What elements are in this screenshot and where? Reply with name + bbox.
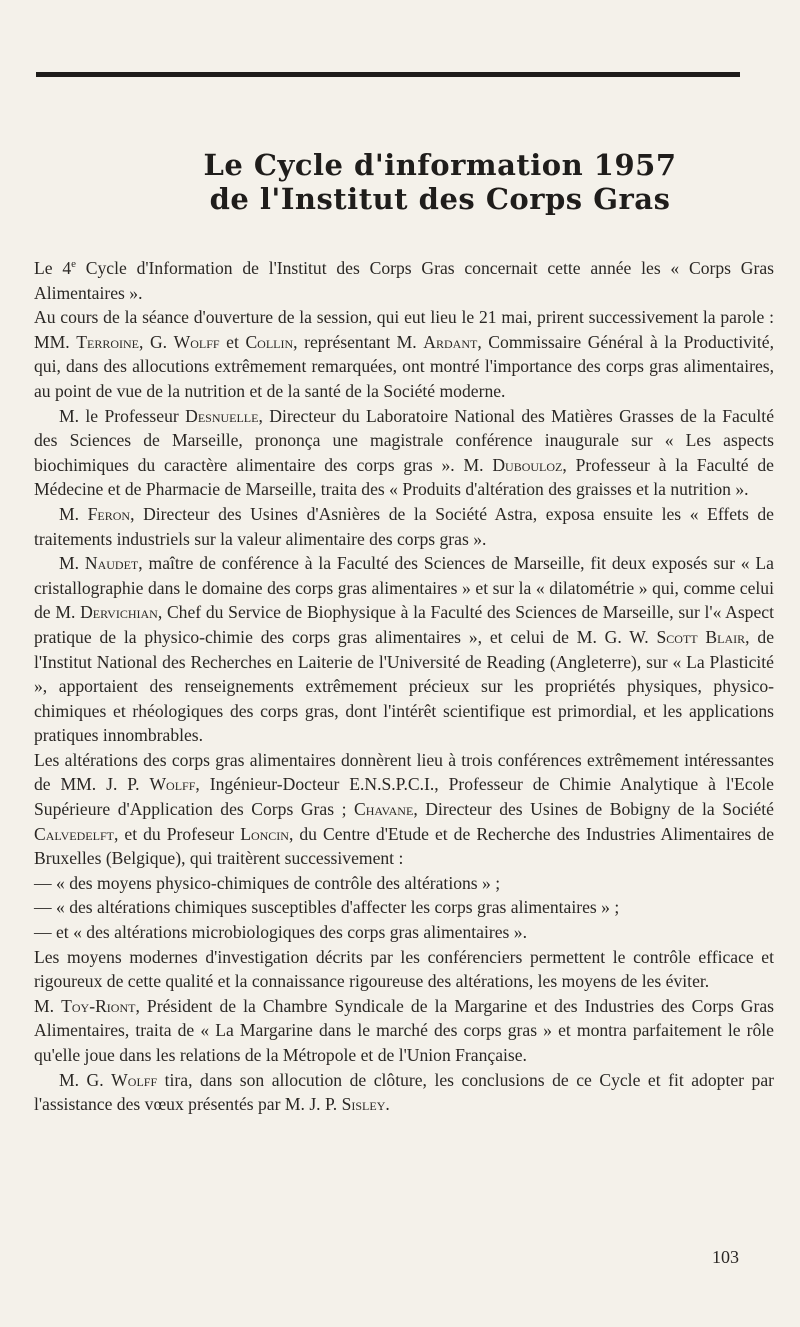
person-name: Sisley — [341, 1094, 386, 1115]
paragraph — [34, 748, 774, 871]
text-run: , Président de la Chambre Syndicale de la Margarine et des Industries des Corps Gras Alimentaires, traita de « La Margarine dans le marché des corps gras » et montra parfaitement le rôle qu'elle joue dans les relations de la Métropole et de l'Union Française. — [34, 995, 774, 1065]
person-name: Wolff — [149, 774, 196, 795]
article-body — [34, 256, 774, 1117]
text-run: M. — [59, 553, 85, 574]
text-run: . — [385, 1094, 390, 1115]
text-run: tira, dans son allocution de clôture, les conclusions de ce Cycle et fit adopter par l'assistance des vœux présentés par M. J. P. — [34, 1069, 774, 1115]
paragraph — [34, 502, 774, 551]
text-run: , Directeur des Usines de Bobigny de la Société — [413, 799, 774, 820]
paragraph — [34, 994, 774, 1068]
paragraph — [34, 256, 774, 305]
text-run: — et « des altérations microbiologiques des corps gras alimentaires ». — [34, 922, 527, 943]
text-run: e — [71, 258, 77, 271]
header-rule — [36, 72, 740, 77]
person-name: Loncin — [240, 823, 289, 844]
text-run: M. G. — [59, 1069, 112, 1090]
text-run: , Commissaire Général à la Productivité, qui, dans des allocutions extrêmement remarquées, ont montré l'importance des corps gras alimentaires, au point de vue de la nutrition et de la santé de la Société moderne. — [34, 331, 774, 401]
text-run: , maître de conférence à la Faculté des Sciences de Marseille, fit deux exposés sur « La cristallographie dans le domaine des corps gras alimentaires » et sur la « dilatométrie » qui, comme celui de M. — [34, 553, 774, 623]
person-name: Dervichian — [80, 602, 158, 623]
text-run: — « des moyens physico-chimiques de contrôle des altérations » ; — [34, 872, 501, 893]
text-run: , Professeur à la Faculté de Médecine et de Pharmacie de Marseille, traita des « Produits d'altération des graisses et la nutrition ». — [34, 454, 774, 500]
text-run: — « des altérations chimiques susceptibles d'affecter les corps gras alimentaires » ; — [34, 897, 620, 918]
title-line-1: Le Cycle d'information 1957 — [203, 148, 677, 182]
person-name: Wolff — [111, 1069, 158, 1090]
paragraph — [34, 551, 774, 748]
text-run: M. — [34, 995, 62, 1016]
text-run: , Directeur du Laboratoire National des Matières Grasses de la Faculté des Sciences de Marseille, prononça une magistrale conférence inaugurale sur « Les aspects biochimiques du caractère alimentaire des corps gras ». M. — [34, 405, 775, 475]
person-name: Chavane — [354, 799, 414, 820]
text-run: , du Centre d'Etude et de Recherche des Industries Alimentaires de Bruxelles (Belgique), qui traitèrent successivement : — [34, 823, 775, 869]
text-run: , Ingénieur-Docteur E.N.S.P.C.I., Professeur de Chimie Analytique à l'Ecole Supérieure d'Application des Corps Gras ; — [34, 774, 774, 820]
person-name: Scott Blair — [656, 626, 746, 647]
paragraph — [34, 871, 774, 896]
text-run: M. — [59, 503, 88, 524]
paragraph — [34, 945, 774, 994]
text-run: , de l'Institut National des Recherches en Laiterie de l'Université de Reading (Angleterre), sur « La Plasticité », apportaient des renseignements extrêmement précieux sur les propriétés physiques, physico-chimiques et rhéologiques des corps gras, dont l'intérêt scientifique est primordial, et les applications pratiques innombrables. — [34, 626, 774, 746]
person-name: Dubouloz — [492, 454, 563, 475]
person-name: Desnuelle — [185, 405, 259, 426]
text-run: Les moyens modernes d'investigation décrits par les conférenciers permettent le contrôle efficace et rigoureux de cette qualité et la connaissance rigoureuse des altérations, les moyens de les éviter. — [34, 946, 774, 992]
person-name: Toy-Riont — [61, 995, 136, 1016]
person-name: Ardant — [423, 331, 478, 352]
paragraph — [34, 895, 774, 920]
person-name: Feron — [87, 503, 131, 524]
paragraph — [34, 920, 774, 945]
person-name: Calvedelft — [34, 823, 114, 844]
text-run: , Directeur des Usines d'Asnières de la Société Astra, exposa ensuite les « Effets de traitements industriels sur la valeur alimentaire des corps gras ». — [34, 503, 774, 549]
text-run: et — [219, 331, 246, 352]
person-name: Wolff — [173, 331, 220, 352]
text-run: Au cours de la séance d'ouverture de la session, qui eut lieu le 21 mai, prirent successivement la parole : MM. — [34, 307, 774, 352]
paragraph — [34, 1068, 774, 1117]
text-run: Cycle d'Information de l'Institut des Corps Gras concernait cette année les « Corps Gras Alimentaires ». — [34, 258, 774, 303]
text-run: , représentant M. — [293, 331, 424, 352]
person-name: Collin — [245, 331, 294, 352]
text-run: , Chef du Service de Biophysique à la Faculté des Sciences de Marseille, sur l'« Aspect pratique de la physico-chimie des corps gras alimentaires », et celui de M. G. W. — [34, 602, 774, 647]
page-number: 103 — [712, 1247, 739, 1267]
title-line-2: de l'Institut des Corps Gras — [209, 182, 671, 216]
person-name: Naudet — [84, 553, 139, 574]
text-run: M. le Professeur — [59, 405, 186, 426]
paragraph — [34, 404, 774, 502]
text-run: Le 4 — [34, 258, 72, 278]
person-name: Terroine — [76, 331, 140, 352]
article-title — [0, 148, 800, 216]
paragraph — [34, 305, 774, 403]
text-run: , G. — [139, 331, 174, 352]
text-run: , et du Profeseur — [113, 823, 241, 844]
text-run: Les altérations des corps gras alimentaires donnèrent lieu à trois conférences extrêmement intéressantes de MM. J. P. — [34, 749, 774, 795]
